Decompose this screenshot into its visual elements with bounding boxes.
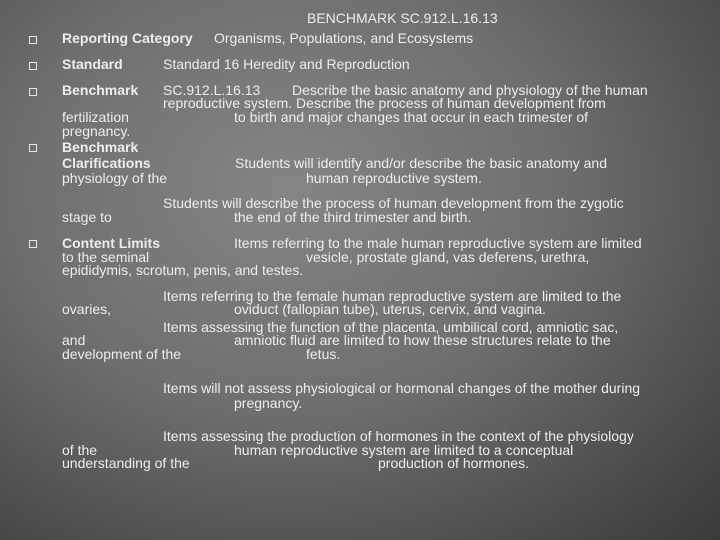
bullet-icon (29, 240, 37, 248)
limit-4-line2: pregnancy. (234, 395, 303, 411)
clarification-2-line2a: stage to (62, 209, 112, 225)
clarification-1-line2a: physiology of the (62, 170, 168, 186)
clarification-2-line2b: the end of the third trimester and birth. (234, 209, 472, 225)
benchmark-text-line4: pregnancy. (62, 123, 131, 139)
reporting-category-label: Reporting Category (62, 30, 193, 46)
limit-2-line2a: ovaries, (62, 301, 112, 317)
limit-5-line3b: production of hormones. (378, 455, 529, 471)
limit-5-line1: Items assessing the production of hormones in the context of the physiology (163, 428, 634, 444)
limit-1-line2a: to the seminal (62, 249, 150, 265)
clarification-1-line2b: human reproductive system. (306, 170, 482, 186)
limit-3-line3a: development of the (62, 346, 182, 362)
limit-3-line3b: fetus. (306, 346, 341, 362)
limit-5-line2b: human reproductive system are limited to a conceptual (234, 442, 574, 458)
bullet-icon (29, 144, 37, 152)
bullet-icon (29, 62, 37, 70)
content-limits-label: Content Limits (62, 235, 160, 251)
bullet-icon (29, 88, 37, 96)
benchmark-text-line1: Describe the basic anatomy and physiology of the human (292, 82, 648, 98)
benchmark-text-line2: reproductive system. Describe the process of human development from (163, 95, 606, 111)
limit-2-line1: Items referring to the female human reproductive system are limited to the (163, 288, 622, 304)
benchmark-text-line3a: fertilization (62, 109, 129, 125)
limit-3-line1: Items assessing the function of the placenta, umbilical cord, amniotic sac, (163, 319, 619, 335)
slide-title: BENCHMARK SC.912.L.16.13 (307, 10, 498, 26)
limit-5-line3a: understanding of the (62, 455, 190, 471)
clarifications-label-1: Benchmark (62, 139, 139, 155)
clarification-2-line1: Students will describe the process of human development from the zygotic (163, 195, 624, 211)
limit-3-line2a: and (62, 332, 86, 348)
clarifications-label-2: Clarifications (62, 155, 151, 171)
limit-5-line2a: of the (62, 442, 98, 458)
limit-1-line1: Items referring to the male human reproductive system are limited (234, 235, 642, 251)
standard-value: Standard 16 Heredity and Reproduction (163, 56, 410, 72)
limit-4-line1: Items will not assess physiological or hormonal changes of the mother during (163, 380, 641, 396)
limit-1-line3: epididymis, scrotum, penis, and testes. (62, 262, 304, 278)
clarification-1-line1: Students will identify and/or describe the basic anatomy and (235, 155, 607, 171)
limit-1-line2b: vesicle, prostate gland, vas deferens, urethra, (306, 249, 590, 265)
bullet-icon (29, 36, 37, 44)
benchmark-code: SC.912.L.16.13 (163, 82, 261, 98)
standard-label: Standard (62, 56, 123, 72)
benchmark-text-line3b: to birth and major changes that occur in each trimester of (234, 109, 589, 125)
limit-3-line2b: amniotic fluid are limited to how these structures relate to the (234, 332, 611, 348)
reporting-category-value: Organisms, Populations, and Ecosystems (214, 30, 474, 46)
limit-2-line2b: oviduct (fallopian tube), uterus, cervix, and vagina. (234, 301, 547, 317)
benchmark-label: Benchmark (62, 82, 139, 98)
